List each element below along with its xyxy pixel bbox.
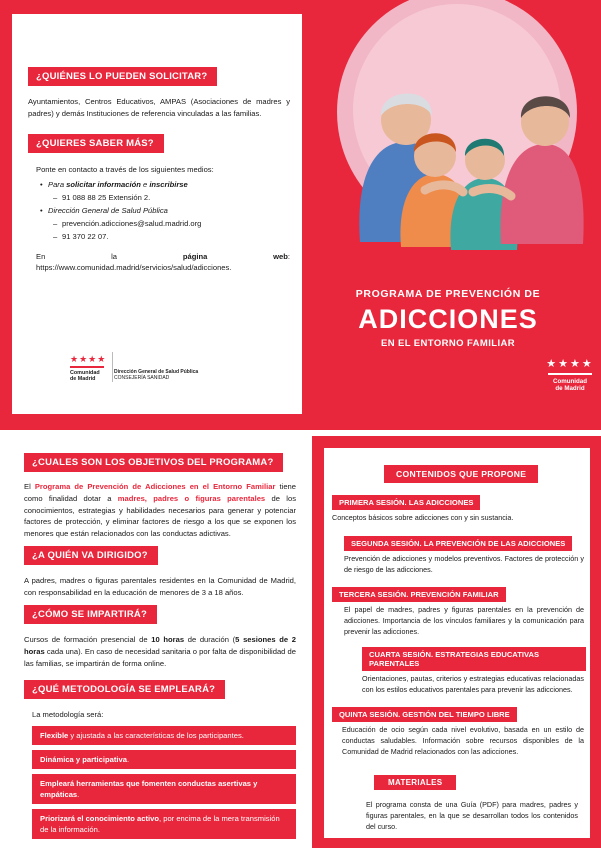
metodologia-item-4 bbox=[32, 809, 296, 839]
imp-t3: cada una). En caso de necesidad sanitaria o por falta de disponibilidad de las familias, se impartirán de forma online. bbox=[24, 646, 296, 668]
logo-divider-red bbox=[70, 366, 104, 368]
session-1-text: Conceptos básicos sobre adicciones con y sin sustancia. bbox=[332, 513, 514, 522]
logo-name-line1: Comunidad bbox=[552, 377, 588, 385]
text-metodologia-intro: La metodología será: bbox=[32, 710, 104, 719]
contact-item-direccion bbox=[48, 205, 290, 243]
section-quienes-solicitar bbox=[28, 66, 290, 120]
metodologia-item-3 bbox=[32, 774, 296, 804]
imp-t1: Cursos de formación presencial de bbox=[24, 635, 152, 644]
obj-target: madres, padres o figuras parentales bbox=[117, 493, 266, 503]
metod-3-bold: Empleará herramientas que fomenten conductas asertivas y empáticas bbox=[40, 778, 258, 799]
contact-item2-label: Dirección General de Salud Pública bbox=[48, 206, 168, 216]
brochure-title bbox=[305, 288, 591, 349]
logo-name-red-line2: de Madrid bbox=[70, 376, 96, 382]
session-3-text: El papel de madres, padres y figuras parentales en la prevención de adicciones. Importancia de los vínculos familiares y la comunicación para prevenir las adicciones. bbox=[344, 605, 584, 636]
heading-contenidos: CONTENIDOS QUE PROPONE bbox=[384, 465, 538, 483]
heading-quienes-solicitar: ¿QUIÉNES LO PUEDEN SOLICITAR? bbox=[28, 67, 217, 86]
metod-4-rest: , por encima de la mera transmisión de la información. bbox=[40, 813, 280, 834]
text-dirigido: A padres, madres o figuras parentales residentes en la Comunidad de Madrid, con responsabilidad en la educación de menores de 3 a 18 años. bbox=[24, 576, 296, 597]
metodologia-item-1 bbox=[32, 726, 296, 745]
text-quienes-solicitar: Ayuntamientos, Centros Educativos, AMPAS (Asociaciones de madres y padres) y demás Instituciones de referencia vinculadas a las familias. bbox=[28, 97, 290, 118]
imp-sessions: 5 sesiones de 2 horas bbox=[24, 635, 296, 656]
session-5-text: Educación de ocio según cada nivel evolutivo, basada en un estilo de conductas saludables. Información sobre recursos disponibles de la Comunidad de Madrid relacionados con las adicciones. bbox=[342, 725, 584, 756]
title-line-2: ADICCIONES bbox=[358, 304, 538, 334]
section-metodologia bbox=[24, 679, 296, 844]
session-1-head: PRIMERA SESIÓN. LAS ADICCIONES bbox=[332, 495, 480, 510]
session-4 bbox=[362, 647, 584, 696]
session-3 bbox=[332, 584, 584, 637]
family-illustration bbox=[305, 0, 595, 282]
materials-head-wrap bbox=[374, 772, 456, 790]
contenidos-title-wrap bbox=[384, 464, 538, 483]
section-dirigido bbox=[24, 545, 296, 599]
metodologia-item-2 bbox=[32, 750, 296, 769]
stars-icon-red: ★★★★ bbox=[70, 354, 107, 364]
title-line-3: EN EL ENTORNO FAMILIAR bbox=[380, 338, 516, 349]
section-saber-mas bbox=[28, 133, 290, 274]
heading-saber-mas: ¿QUIERES SABER MÁS? bbox=[28, 134, 164, 153]
metod-3-rest: . bbox=[77, 789, 80, 799]
session-5 bbox=[332, 704, 584, 757]
metod-4-bold: Priorizará el conocimiento activo bbox=[40, 813, 160, 823]
phone-extension: – 91 088 88 25 Extensión 2. bbox=[62, 192, 290, 203]
direccion-general-logo bbox=[114, 355, 198, 382]
logo-divider bbox=[548, 373, 592, 375]
session-2 bbox=[344, 533, 584, 576]
imp-hours: 10 horas bbox=[151, 635, 185, 644]
heading-metodologia: ¿QUÉ METODOLOGÍA SE EMPLEARÁ? bbox=[24, 680, 225, 699]
imp-t2: de duración ( bbox=[184, 635, 236, 644]
contact-list bbox=[36, 179, 290, 243]
footer-logos bbox=[70, 355, 250, 382]
contact-item2-sublist bbox=[48, 218, 290, 242]
logo-name-line2: de Madrid bbox=[555, 385, 585, 392]
section-objetivos bbox=[24, 452, 296, 540]
comunidad-madrid-logo-red bbox=[70, 355, 106, 382]
dg-line2: CONSEJERÍA SANIDAD bbox=[114, 375, 170, 382]
phone-number: – 91 370 22 07. bbox=[62, 231, 290, 242]
session-3-head: TERCERA SESIÓN. PREVENCIÓN FAMILIAR bbox=[332, 587, 506, 602]
contact-item1-sublist bbox=[48, 192, 290, 203]
metod-2-bold: Dinámica y participativa bbox=[40, 754, 127, 764]
session-1 bbox=[332, 492, 584, 524]
heading-dirigido: ¿A QUIÉN VA DIRIGIDO? bbox=[24, 546, 158, 565]
comunidad-madrid-logo-white bbox=[540, 358, 600, 392]
text-impartira bbox=[24, 634, 296, 669]
email-address[interactable]: – prevención.adicciones@salud.madrid.org bbox=[62, 218, 290, 229]
section-impartira bbox=[24, 604, 296, 669]
metodologia-list bbox=[32, 726, 296, 839]
contact-item1-bold: solicitar información bbox=[66, 179, 141, 189]
text-saber-mas-intro: Ponte en contacto a través de los siguientes medios: bbox=[36, 165, 214, 174]
materials-text: El programa consta de una Guía (PDF) para madres, padres y figuras parentales, en la que se desarrollan todos los contenidos del curso. bbox=[366, 800, 578, 831]
metod-1-bold: Flexible bbox=[40, 730, 69, 740]
contact-item1-prefix: Para bbox=[48, 179, 67, 189]
sessions-list bbox=[332, 492, 584, 767]
session-5-head: QUINTA SESIÓN. GESTIÓN DEL TIEMPO LIBRE bbox=[332, 707, 517, 722]
text-objetivos bbox=[24, 481, 296, 540]
heading-objetivos: ¿CUALES SON LOS OBJETIVOS DEL PROGRAMA? bbox=[24, 453, 283, 472]
contact-item1-bold2: inscribirse bbox=[149, 179, 188, 189]
obj-end: de los conocimientos, estrategias y habilidades necesarios para generar y potenciar factores de protección, y eliminar factores de riesgo a los que se exponen los menores que están relacionados con las conductas adictivas. bbox=[24, 493, 297, 539]
metod-2-rest: . bbox=[126, 754, 130, 764]
session-4-head: CUARTA SESIÓN. ESTRATEGIAS EDUCATIVAS PARENTALES bbox=[362, 647, 586, 671]
session-2-head: SEGUNDA SESIÓN. LA PREVENCIÓN DE LAS ADICCIONES bbox=[344, 536, 572, 551]
stars-icon: ★★★★ bbox=[546, 358, 594, 370]
obj-mid: tiene como finalidad dotar a bbox=[24, 482, 296, 503]
web-bold: página web bbox=[182, 251, 288, 261]
metod-1-rest: y ajustada a las características de los participantes. bbox=[68, 730, 244, 740]
heading-impartira: ¿CÓMO SE IMPARTIRÁ? bbox=[24, 605, 157, 624]
heading-materiales: MATERIALES bbox=[374, 775, 456, 790]
obj-start: El bbox=[24, 482, 35, 491]
web-url[interactable]: : https://www.comunidad.madrid/servicios/salud/adicciones. bbox=[36, 251, 291, 273]
logo-separator bbox=[112, 352, 113, 382]
logo-name-red-line1: Comunidad bbox=[70, 369, 100, 376]
web-prefix: En la bbox=[36, 251, 183, 261]
session-2-text: Prevención de adicciones y modelos preventivos. Factores de protección y de riesgo de las adicciones. bbox=[344, 553, 584, 574]
obj-program-name: Programa de Prevención de Adicciones en el Entorno Familiar bbox=[34, 482, 276, 491]
session-4-text: Orientaciones, pautas, criterios y estrategias educativas relacionadas con los estilos educativos parentales para prevenir las adicciones. bbox=[362, 673, 584, 694]
dg-line1: Dirección General de Salud Pública bbox=[114, 369, 199, 375]
title-line-1: PROGRAMA DE PREVENCIÓN DE bbox=[355, 288, 541, 300]
web-line bbox=[28, 251, 290, 275]
contact-item1-suffix: e bbox=[140, 179, 150, 189]
contact-item-solicitar bbox=[48, 179, 290, 204]
